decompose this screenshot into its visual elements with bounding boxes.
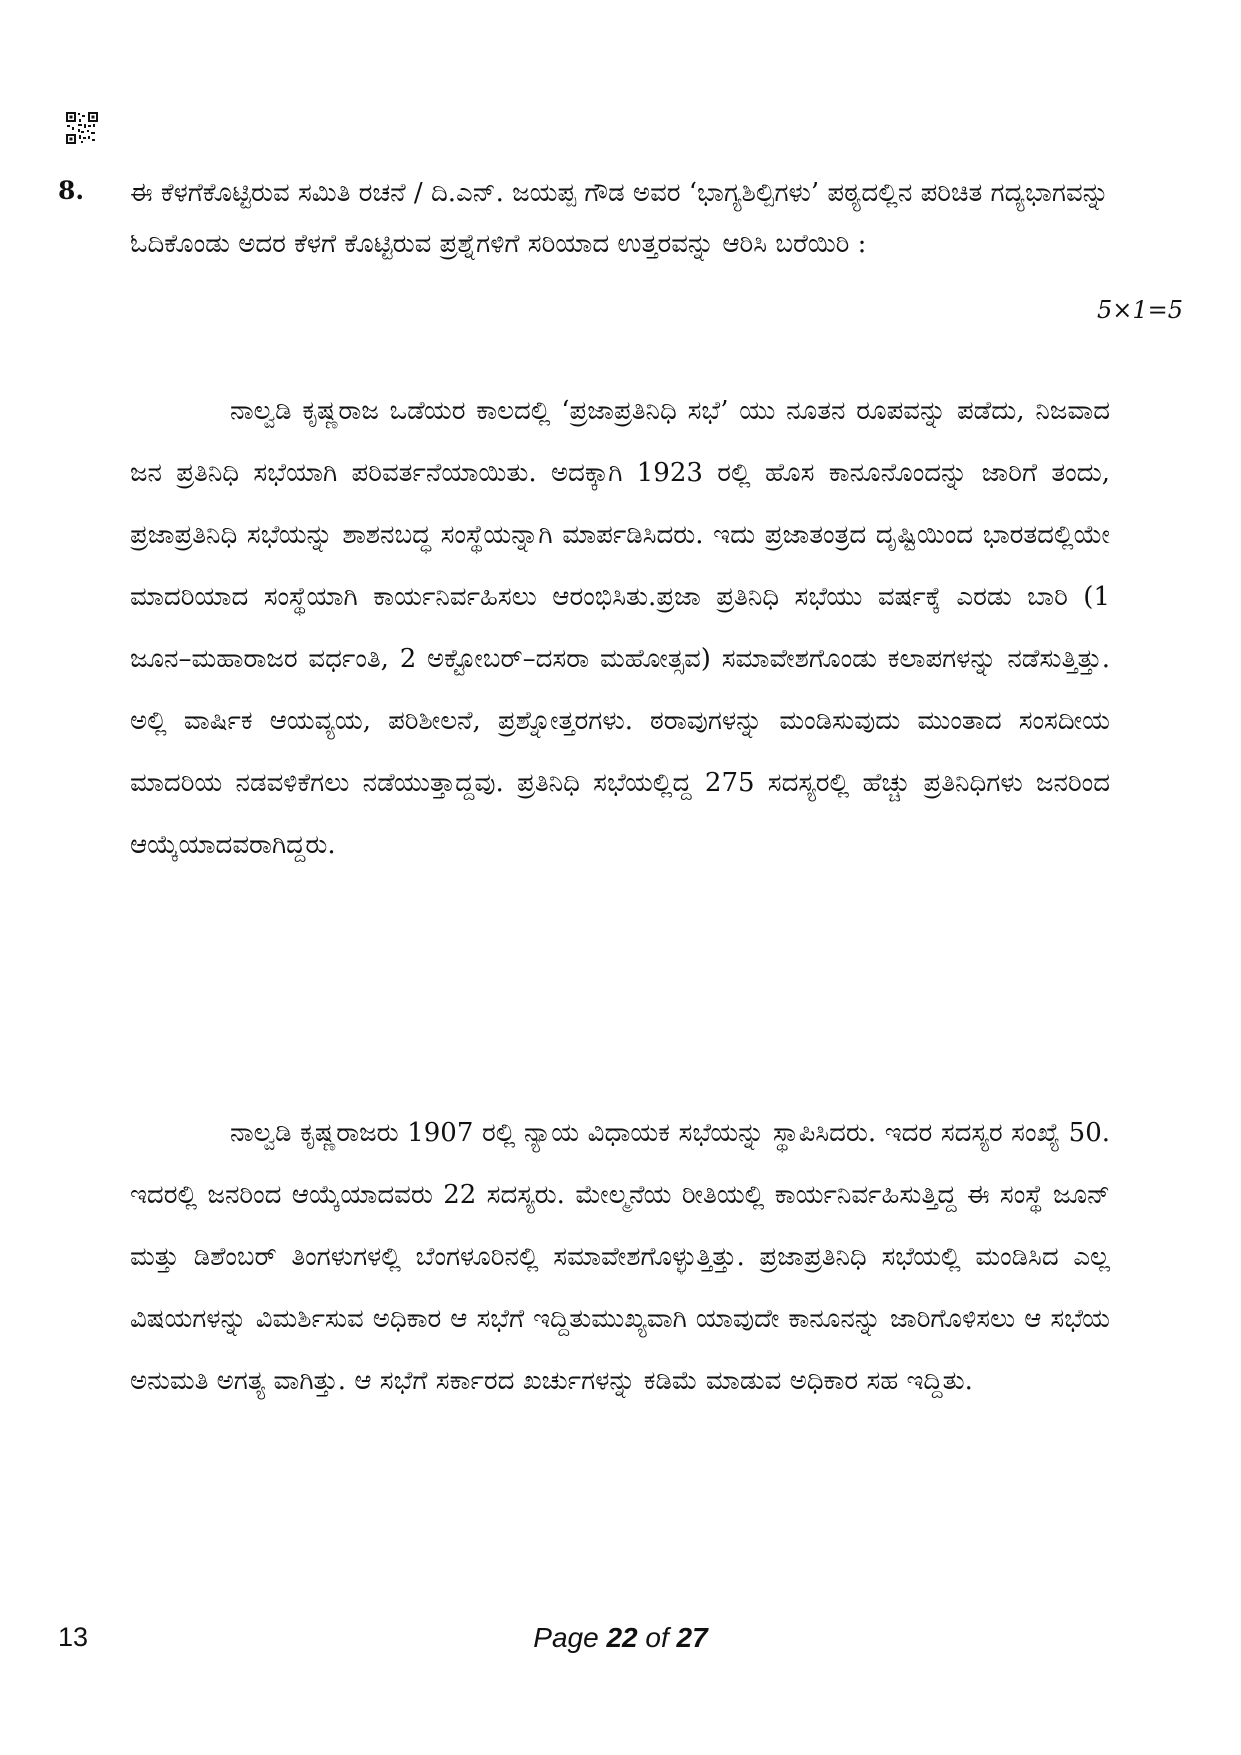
question-marks: 5×1=5 xyxy=(1096,296,1183,324)
question-number: 8. xyxy=(58,176,85,205)
page-total: 27 xyxy=(676,1622,708,1653)
page-number xyxy=(0,1622,1241,1654)
page-current: 22 xyxy=(606,1622,638,1653)
passage-paragraph-1: ನಾಲ್ವಡಿ ಕೃಷ್ಣರಾಜ ಒಡೆಯರ ಕಾಲದಲ್ಲಿ ‘ಪ್ರಜಾಪ್ರತಿನಿಧಿ ಸಭೆ’ ಯು ನೂತನ ರೂಪವನ್ನು ಪಡೆದು, ನಿಜವಾದ ಜನ ಪ್ರತಿನಿಧಿ ಸಭೆಯಾಗಿ ಪರಿವರ್ತನೆಯಾಯಿತು. ಅದಕ್ಕಾಗಿ 1923 ರಲ್ಲಿ ಹೊಸ ಕಾನೂನೊಂದನ್ನು ಜಾರಿಗೆ ತಂದು, ಪ್ರಜಾಪ್ರತಿನಿಧಿ ಸಭೆಯನ್ನು ಶಾಶನಬದ್ಧ ಸಂಸ್ಥೆಯನ್ನಾಗಿ ಮಾರ್ಪಡಿಸಿದರು. ಇದು ಪ್ರಜಾತಂತ್ರದ ದೃಷ್ಟಿಯಿಂದ ಭಾರತದಲ್ಲಿಯೇ ಮಾದರಿಯಾದ ಸಂಸ್ಥೆಯಾಗಿ ಕಾರ್ಯನಿರ್ವಹಿಸಲು ಆರಂಭಿಸಿತು.ಪ್ರಜಾ ಪ್ರತಿನಿಧಿ ಸಭೆಯು ವರ್ಷಕ್ಕೆ ಎರಡು ಬಾರಿ (1 ಜೂನ–ಮಹಾರಾಜರ ವರ್ಧಂತಿ, 2 ಅಕ್ಟೋಬರ್–ದಸರಾ ಮಹೋತ್ಸವ) ಸಮಾವೇಶಗೊಂಡು ಕಲಾಪಗಳನ್ನು ನಡೆಸುತ್ತಿತ್ತು. ಅಲ್ಲಿ ವಾರ್ಷಿಕ ಆಯವ್ಯಯ, ಪರಿಶೀಲನೆ, ಪ್ರಶ್ನೋತ್ತರಗಳು. ಠರಾವುಗಳನ್ನು ಮಂಡಿಸುವುದು ಮುಂತಾದ ಸಂಸದೀಯ ಮಾದರಿಯ ನಡವಳಿಕೆಗಲು ನಡೆಯುತ್ತಾದ್ದವು. ಪ್ರತಿನಿಧಿ ಸಭೆಯಲ್ಲಿದ್ದ 275 ಸದಸ್ಯರಲ್ಲಿ ಹೆಚ್ಚು ಪ್ರತಿನಿಧಿಗಳು ಜನರಿಂದ ಆಯ್ಕೆಯಾದವರಾಗಿದ್ದರು. xyxy=(130,396,1110,860)
passage-paragraph-2: ನಾಲ್ವಡಿ ಕೃಷ್ಣರಾಜರು 1907 ರಲ್ಲಿ ನ್ಯಾಯ ವಿಧಾಯಕ ಸಭೆಯನ್ನು ಸ್ಥಾಪಿಸಿದರು. ಇದರ ಸದಸ್ಯರ ಸಂಖ್ಯೆ 50. ಇದರಲ್ಲಿ ಜನರಿಂದ ಆಯ್ಕೆಯಾದವರು 22 ಸದಸ್ಯರು. ಮೇಲ್ಮನೆಯ ರೀತಿಯಲ್ಲಿ ಕಾರ್ಯನಿರ್ವಹಿಸುತ್ತಿದ್ದ ಈ ಸಂಸ್ಥೆ ಜೂನ್ ಮತ್ತು ಡಿಶೆಂಬರ್ ತಿಂಗಳುಗಳಲ್ಲಿ ಬೆಂಗಳೂರಿನಲ್ಲಿ ಸಮಾವೇಶಗೊಳ್ಳುತ್ತಿತ್ತು. ಪ್ರಜಾಪ್ರತಿನಿಧಿ ಸಭೆಯಲ್ಲಿ ಮಂಡಿಸಿದ ಎಲ್ಲ ವಿಷಯಗಳನ್ನು ವಿಮರ್ಶಿಸುವ ಅಧಿಕಾರ ಆ ಸಭೆಗೆ ಇದ್ದಿತುಮುಖ್ಯವಾಗಿ ಯಾವುದೇ ಕಾನೂನನ್ನು ಜಾರಿಗೊಳಿಸಲು ಆ ಸಭೆಯ ಅನುಮತಿ ಅಗತ್ಯ ವಾಗಿತ್ತು. ಆ ಸಭೆಗೆ ಸರ್ಕಾರದ ಖರ್ಚುಗಳನ್ನು ಕಡಿಮೆ ಮಾಡುವ ಅಧಿಕಾರ ಸಹ ಇದ್ದಿತು. xyxy=(130,1118,1110,1396)
footer-code: 13 xyxy=(58,1622,89,1652)
question-text: ಈ ಕೆಳಗೆಕೊಟ್ಟಿರುವ ಸಮಿತಿ ರಚನೆ / ದಿ.ಎನ್. ಜಯಪ್ಪ ಗೌಡ ಅವರ ‘ಭಾಗ್ಯಶಿಲ್ಪಿಗಳು’ ಪಠ್ಯದಲ್ಲಿನ ಪರಿಚಿತ ಗದ್ಯಭಾಗವನ್ನು ಓದಿಕೊಂಡು ಅದರ ಕೆಳಗೆ ಕೊಟ್ಟಿರುವ ಪ್ರಶ್ನೆಗಳಿಗೆ ಸರಿಯಾದ ಉತ್ತರವನ್ನು ಆರಿಸಿ ಬರೆಯಿರಿ : xyxy=(130,178,1109,259)
of-word: of xyxy=(645,1622,669,1653)
qr-code-icon xyxy=(66,112,98,144)
page-word: Page xyxy=(533,1622,599,1653)
